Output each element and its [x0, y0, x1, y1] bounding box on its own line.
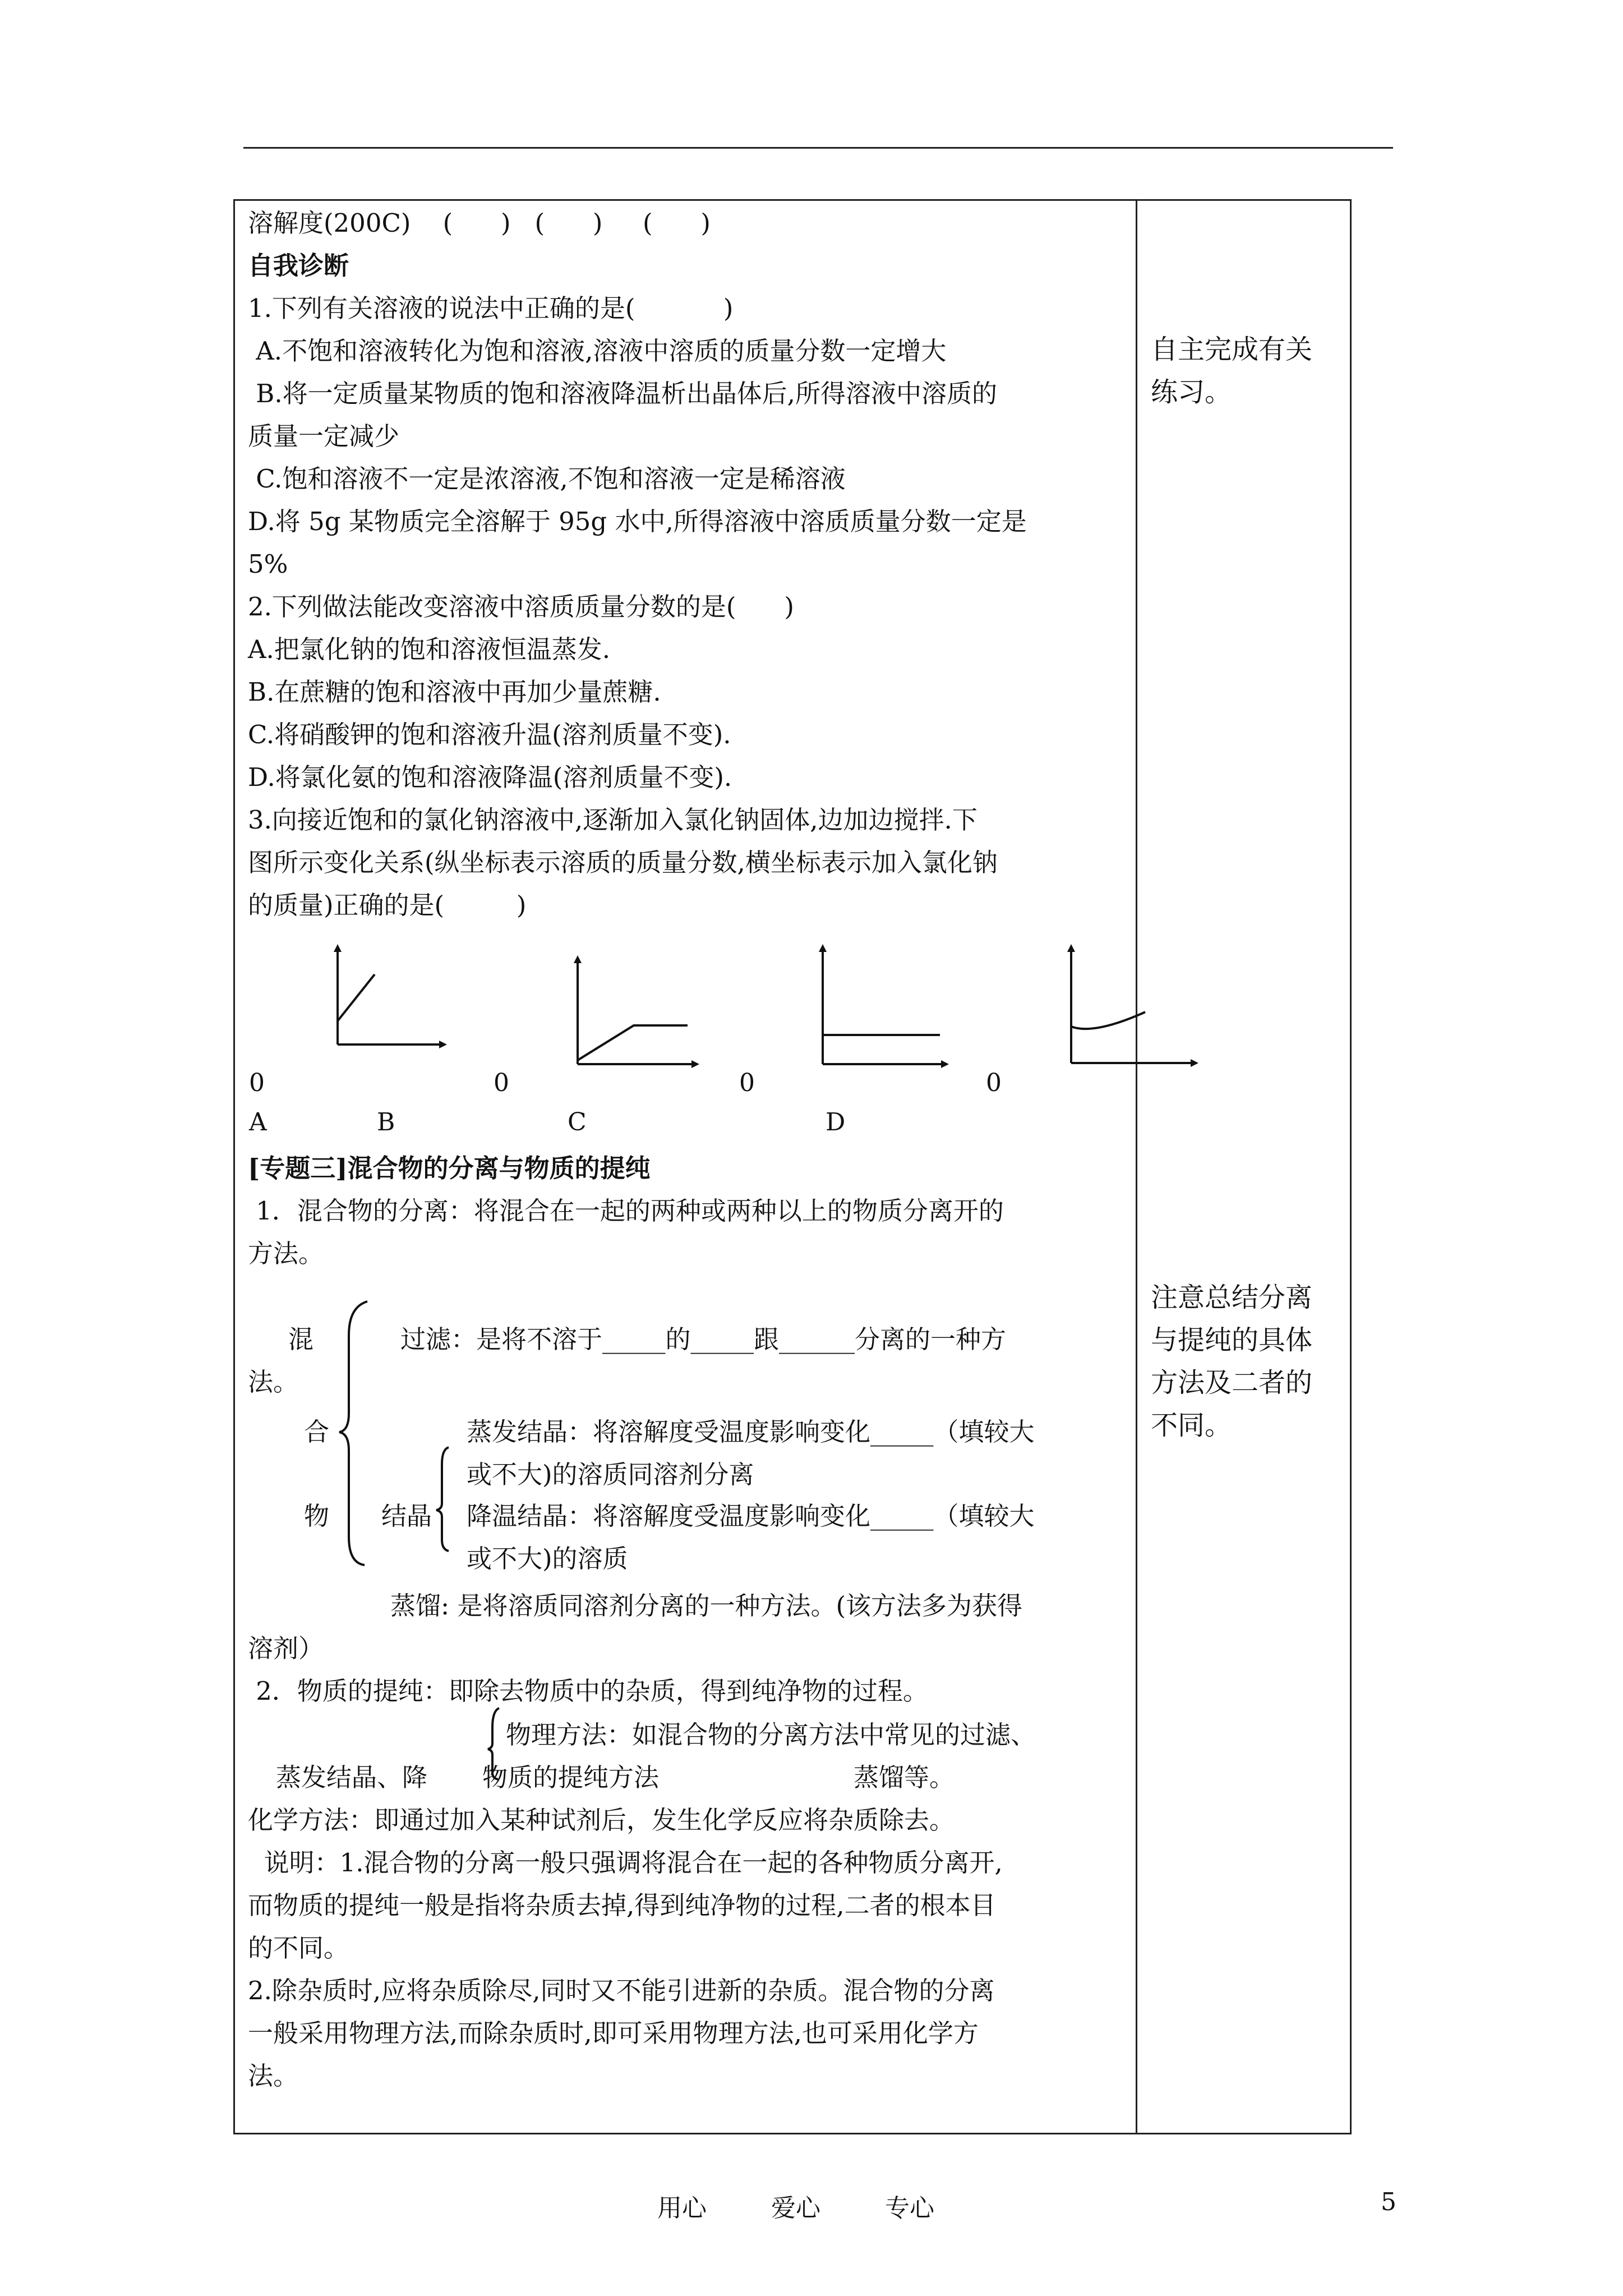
label-wu: 物 [304, 1501, 330, 1531]
note-line3: 的不同。 [248, 1933, 349, 1963]
evaporation-crystallization-line2: 或不大)的溶质同溶剂分离 [467, 1460, 754, 1489]
note-line5: 一般采用物理方法,而除杂质时,即可采用物理方法,也可采用化学方 [248, 2018, 979, 2048]
separation-definition-line2: 方法。 [248, 1239, 324, 1268]
side-note-practice [1151, 328, 1341, 413]
q3-line3: 的质量)正确的是( ) [248, 890, 527, 920]
graph-c [823, 948, 945, 1064]
graph-d-curve [1071, 1012, 1145, 1029]
label-fa: 法。 [248, 1367, 299, 1397]
graph-a-curve [338, 974, 375, 1021]
filtration-line: 过滤：是将不溶于_____的_____跟______分离的一种方 [400, 1324, 1007, 1354]
topic3-heading: [专题三]混合物的分离与物质的提纯 [248, 1153, 651, 1183]
note-line2: 而物质的提纯一般是指将杂质去掉,得到纯净物的过程,二者的根本目 [248, 1890, 996, 1920]
q2-stem: 2.下列做法能改变溶液中溶质质量分数的是( ) [248, 592, 794, 622]
graph-d-origin: 0 [986, 1069, 1002, 1097]
physical-method-line: 物理方法：如混合物的分离方法中常见的过滤、 [506, 1720, 1036, 1750]
side-note-summary-line2: 与提纯的具体 [1151, 1324, 1313, 1356]
q1-option-c: C.饱和溶液不一定是浓溶液,不饱和溶液一定是稀溶液 [248, 464, 846, 494]
q2-option-a: A.把氯化钠的饱和溶液恒温蒸发. [248, 634, 611, 664]
q1-option-d-line2: 5% [248, 549, 288, 579]
note-line6: 法。 [248, 2061, 299, 2091]
side-note-summary-line4: 不同。 [1151, 1410, 1232, 1441]
q3-line2: 图所示变化关系(纵坐标表示溶质的质量分数,横坐标表示加入氯化钠 [248, 848, 998, 877]
graph-b [578, 959, 695, 1064]
note-line4: 2.除杂质时,应将杂质除尽,同时又不能引进新的杂质。混合物的分离 [248, 1976, 995, 2005]
graph-c-origin: 0 [739, 1069, 755, 1097]
cooling-crystallization-line2: 或不大)的溶质 [467, 1544, 628, 1573]
purification-definition: 2．物质的提纯：即除去物质中的杂质，得到纯净物的过程。 [248, 1676, 928, 1706]
graph-b-origin: 0 [494, 1069, 509, 1097]
graph-a-origin: 0 [249, 1069, 265, 1097]
q2-option-b: B.在蔗糖的饱和溶液中再加少量蔗糖. [248, 677, 661, 707]
side-note-summary-line1: 注意总结分离 [1151, 1282, 1313, 1313]
graph-d [1071, 948, 1195, 1063]
q1-option-d-line1: D.将 5g 某物质完全溶解于 95g 水中,所得溶液中溶质质量分数一定是 [248, 507, 1027, 536]
label-crystallization: 结晶 [381, 1501, 432, 1531]
q2-option-c: C.将硝酸钾的饱和溶液升温(溶剂质量不变). [248, 720, 731, 749]
side-note-summary [1151, 1276, 1341, 1447]
distillation-line1: 蒸馏: 是将溶质同溶剂分离的一种方法。(该方法多为获得 [390, 1591, 1023, 1621]
evaporation-crystallization-line1: 蒸发结晶：将溶解度受温度影响变化_____（填较大 [467, 1417, 1035, 1447]
graph-a [338, 948, 443, 1045]
footer-slogan-2: 爱心 [771, 2194, 820, 2223]
brace-small [436, 1447, 449, 1551]
side-note-practice-line2: 练习。 [1151, 376, 1232, 408]
q2-option-d: D.将氯化氨的饱和溶液降温(溶剂质量不变). [248, 762, 732, 792]
q3-line1: 3.向接近饱和的氯化钠溶液中,逐渐加入氯化钠固体,边加边搅拌.下 [248, 805, 978, 835]
label-hun: 混 [288, 1324, 314, 1354]
brace-large [339, 1301, 367, 1565]
cooling-crystallization-line1: 降温结晶：将溶解度受温度影响变化_____（填较大 [467, 1501, 1035, 1531]
physical-method-cont-a: 蒸发结晶、降 [276, 1763, 428, 1792]
q1-stem: 1.下列有关溶液的说法中正确的是( ) [248, 293, 734, 323]
side-note-summary-line3: 方法及二者的 [1151, 1367, 1313, 1398]
footer-slogan-1: 用心 [657, 2194, 707, 2223]
purification-method-label: 物质的提纯方法 [482, 1763, 660, 1792]
graph-label-b: B [377, 1108, 395, 1137]
graph-b-curve [578, 1025, 688, 1060]
solubility-row: 溶解度(200C) ( ) ( ) ( ) [248, 208, 711, 238]
graph-label-c: C [568, 1108, 587, 1137]
q1-option-b-line1: B.将一定质量某物质的饱和溶液降温析出晶体后,所得溶液中溶质的 [248, 379, 997, 408]
side-note-practice-line1: 自主完成有关 [1151, 334, 1313, 365]
page-number: 5 [1381, 2188, 1396, 2216]
self-check-heading: 自我诊断 [248, 251, 349, 280]
footer-slogan-3: 专心 [885, 2194, 934, 2223]
graph-label-a: A [249, 1108, 267, 1137]
q1-option-b-line2: 质量一定减少 [248, 421, 400, 451]
separation-definition-line1: 1．混合物的分离：将混合在一起的两种或两种以上的物质分离开的 [248, 1196, 1004, 1226]
distillation-line2: 溶剂） [248, 1634, 324, 1663]
physical-method-cont-c: 蒸馏等。 [854, 1763, 955, 1792]
q1-option-a: A.不饱和溶液转化为饱和溶液,溶液中溶质的质量分数一定增大 [248, 336, 947, 366]
note-line1: 说明：1.混合物的分离一般只强调将混合在一起的各种物质分离开, [248, 1848, 1003, 1878]
chemical-method-line: 化学方法：即通过加入某种试剂后，发生化学反应将杂质除去。 [248, 1805, 955, 1835]
graph-label-d: D [826, 1108, 846, 1137]
label-he: 合 [304, 1417, 330, 1447]
